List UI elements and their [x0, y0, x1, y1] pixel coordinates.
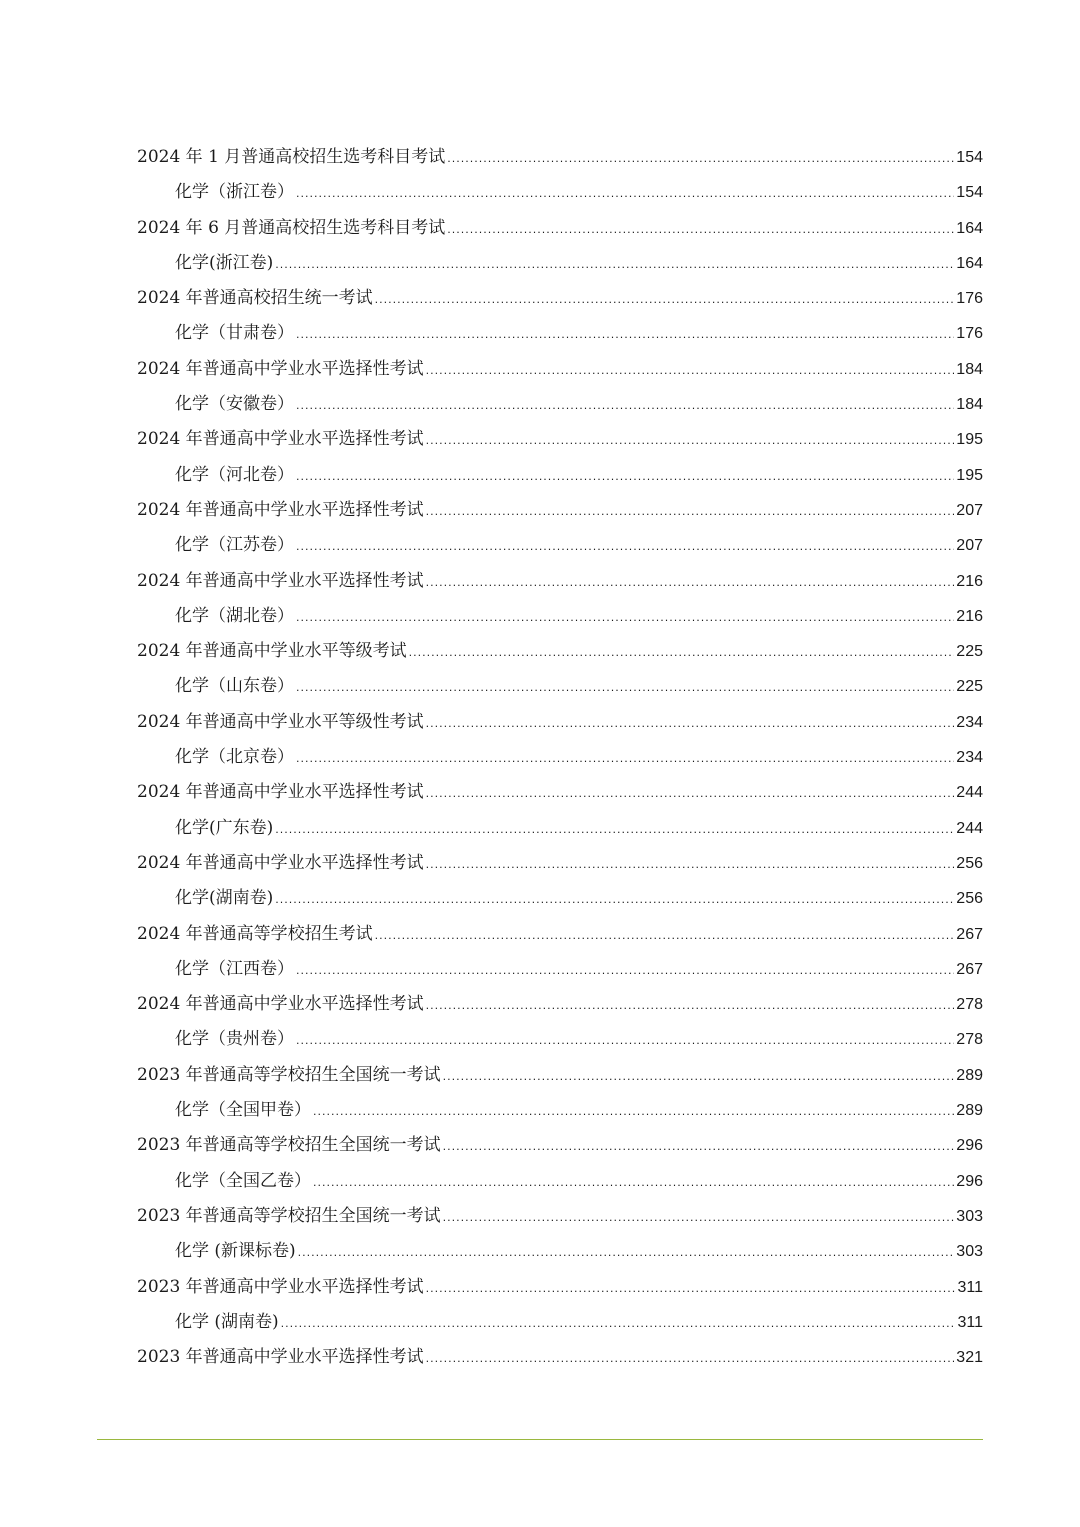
- toc-entry[interactable]: [137, 422, 983, 457]
- toc-subentry[interactable]: [137, 1305, 983, 1340]
- dot-leader: [426, 494, 955, 529]
- dot-leader: [275, 812, 954, 847]
- dot-leader: [298, 1235, 955, 1270]
- toc-page-number: 176: [956, 290, 983, 308]
- toc-subentry[interactable]: [137, 811, 983, 846]
- dot-leader: [443, 1200, 955, 1235]
- toc-page-number: 164: [956, 219, 983, 237]
- toc-page-number: 234: [956, 749, 983, 767]
- toc-entry-title: 化学(浙江卷): [175, 252, 274, 273]
- toc-page-number: 278: [956, 1031, 983, 1049]
- toc-entry-title: 化学（山东卷）: [175, 676, 294, 697]
- toc-entry[interactable]: [137, 493, 983, 528]
- dot-leader: [447, 141, 954, 176]
- toc-entry-title: 2024 年普通高中学业水平选择性考试: [137, 570, 424, 591]
- toc-page-number: 207: [956, 501, 983, 519]
- toc-page-number: 289: [956, 1066, 983, 1084]
- toc-entry-title: 2024 年普通高中学业水平选择性考试: [137, 782, 424, 803]
- toc-entry[interactable]: [137, 564, 983, 599]
- footer-rule: [97, 1439, 983, 1440]
- toc-entry[interactable]: [137, 281, 983, 316]
- dot-leader: [426, 776, 955, 811]
- dot-leader: [443, 1129, 955, 1164]
- dot-leader: [296, 670, 954, 705]
- toc-page-number: 303: [956, 1207, 983, 1225]
- toc-subentry[interactable]: [137, 387, 983, 422]
- toc-page-number: 216: [956, 607, 983, 625]
- toc-entry[interactable]: [137, 1340, 983, 1375]
- toc-entry-title: 化学（湖北卷）: [175, 605, 294, 626]
- toc-subentry[interactable]: [137, 1234, 983, 1269]
- toc-entry-title: 2024 年普通高中学业水平选择性考试: [137, 994, 424, 1015]
- toc-entry-title: 2024 年 1 月普通高校招生选考科目考试: [137, 147, 446, 167]
- toc-page-number: 278: [956, 996, 983, 1014]
- dot-leader: [426, 565, 955, 600]
- toc-page-number: 195: [956, 431, 983, 449]
- toc-page-number: 207: [956, 537, 983, 555]
- toc-entry[interactable]: [137, 352, 983, 387]
- toc-entry-title: 化学（江苏卷）: [175, 535, 294, 556]
- dot-leader: [275, 247, 954, 282]
- toc-page-number: 321: [956, 1349, 983, 1367]
- toc-subentry[interactable]: [137, 1022, 983, 1057]
- toc-page-number: 225: [956, 678, 983, 696]
- toc-entry[interactable]: [137, 846, 983, 881]
- toc-entry-title: 2023 年普通高中学业水平选择性考试: [137, 1276, 424, 1297]
- dot-leader: [296, 600, 954, 635]
- toc-page-number: 184: [956, 396, 983, 414]
- toc-entry-title: 2024 年普通高中学业水平选择性考试: [137, 499, 424, 520]
- toc-subentry[interactable]: [137, 528, 983, 563]
- toc-page-number: 296: [956, 1172, 983, 1190]
- toc-subentry[interactable]: [137, 740, 983, 775]
- dot-leader: [447, 212, 954, 247]
- toc-entry-title: 2024 年普通高等学校招生考试: [137, 923, 373, 944]
- toc-entry-title: 化学 (湖南卷): [175, 1311, 279, 1332]
- toc-subentry[interactable]: [137, 1093, 983, 1128]
- dot-leader: [426, 423, 955, 458]
- toc-subentry[interactable]: [137, 316, 983, 351]
- dot-leader: [296, 388, 954, 423]
- toc-entry-title: 化学(湖南卷): [175, 888, 274, 909]
- toc-subentry[interactable]: [137, 952, 983, 987]
- toc-entry-title: 2024 年普通高中学业水平等级性考试: [137, 711, 424, 732]
- toc-entry-title: 化学（甘肃卷）: [175, 323, 294, 344]
- toc-page-number: 244: [956, 784, 983, 802]
- toc-page-number: 154: [956, 149, 983, 166]
- toc-entry-title: 化学（安徽卷）: [175, 394, 294, 415]
- toc-entry[interactable]: [137, 705, 983, 740]
- dot-leader: [375, 282, 955, 317]
- toc-page-number: 244: [956, 819, 983, 837]
- dot-leader: [296, 953, 954, 988]
- dot-leader: [426, 1341, 955, 1376]
- dot-leader: [281, 1306, 956, 1341]
- toc-entry[interactable]: [137, 1128, 983, 1163]
- dot-leader: [426, 353, 955, 388]
- toc-page-number: 234: [956, 713, 983, 731]
- toc-subentry[interactable]: [137, 1164, 983, 1199]
- toc-page-number: 225: [956, 643, 983, 661]
- toc-page-number: 154: [956, 184, 983, 202]
- toc-page-number: 164: [956, 254, 983, 272]
- dot-leader: [426, 988, 955, 1023]
- toc-entry-title: 化学（江西卷）: [175, 958, 294, 979]
- toc-entry[interactable]: [137, 1058, 983, 1093]
- toc-page-number: 176: [956, 325, 983, 343]
- toc-entry-title: 化学(广东卷): [175, 817, 274, 838]
- dot-leader: [409, 635, 955, 670]
- dot-leader: [296, 176, 954, 211]
- dot-leader: [375, 918, 955, 953]
- toc-entry-title: 2024 年普通高中学业水平选择性考试: [137, 852, 424, 873]
- toc-page-number: 311: [957, 1278, 983, 1296]
- toc-entry[interactable]: [137, 987, 983, 1022]
- toc-subentry[interactable]: [137, 669, 983, 704]
- toc-entry-title: 2024 年 6 月普通高校招生选考科目考试: [137, 217, 446, 238]
- toc-entry-title: 化学（北京卷）: [175, 747, 294, 768]
- dot-leader: [275, 882, 954, 917]
- toc-page-number: 256: [956, 854, 983, 872]
- toc-page-number: 303: [956, 1243, 983, 1261]
- dot-leader: [313, 1094, 954, 1129]
- toc-entry-title: 2024 年普通高中学业水平选择性考试: [137, 358, 424, 379]
- toc-entry-title: 化学（全国甲卷）: [175, 1100, 311, 1121]
- toc-entry-title: 化学（贵州卷）: [175, 1029, 294, 1050]
- toc-entry-title: 2024 年普通高校招生统一考试: [137, 288, 373, 309]
- toc-entry[interactable]: [137, 917, 983, 952]
- dot-leader: [313, 1165, 954, 1200]
- toc-entry-title: 2023 年普通高等学校招生全国统一考试: [137, 1205, 441, 1226]
- dot-leader: [296, 1023, 954, 1058]
- toc-page-number: 311: [957, 1313, 983, 1331]
- toc-page-number: 256: [956, 890, 983, 908]
- dot-leader: [426, 847, 955, 882]
- toc-entry[interactable]: [137, 140, 983, 175]
- toc-entry-title: 2024 年普通高中学业水平选择性考试: [137, 429, 424, 450]
- toc-page-number: 267: [956, 925, 983, 943]
- toc-page-number: 289: [956, 1102, 983, 1120]
- toc-page-number: 184: [956, 360, 983, 378]
- dot-leader: [296, 459, 954, 494]
- toc-entry-title: 2023 年普通高等学校招生全国统一考试: [137, 1064, 441, 1085]
- toc-entry-title: 化学（全国乙卷）: [175, 1170, 311, 1191]
- toc-entry-title: 2024 年普通高中学业水平等级考试: [137, 641, 407, 662]
- toc-subentry[interactable]: [137, 881, 983, 916]
- toc-entry[interactable]: [137, 634, 983, 669]
- toc-subentry[interactable]: [137, 458, 983, 493]
- table-of-contents: [137, 140, 983, 1375]
- toc-subentry[interactable]: [137, 175, 983, 210]
- toc-entry-title: 化学 (新课标卷): [175, 1241, 296, 1262]
- toc-entry[interactable]: [137, 1270, 983, 1305]
- toc-subentry[interactable]: [137, 599, 983, 634]
- toc-page-number: 296: [956, 1137, 983, 1155]
- toc-entry-title: 2023 年普通高中学业水平选择性考试: [137, 1347, 424, 1368]
- toc-entry-title: 2023 年普通高等学校招生全国统一考试: [137, 1135, 441, 1156]
- toc-entry-title: 化学（河北卷）: [175, 464, 294, 485]
- toc-entry[interactable]: [137, 211, 983, 246]
- toc-page-number: 216: [956, 572, 983, 590]
- toc-subentry[interactable]: [137, 246, 983, 281]
- dot-leader: [426, 1271, 956, 1306]
- toc-entry[interactable]: [137, 775, 983, 810]
- toc-entry[interactable]: [137, 1199, 983, 1234]
- toc-page-number: 195: [956, 466, 983, 484]
- dot-leader: [296, 741, 954, 776]
- dot-leader: [426, 706, 955, 741]
- dot-leader: [296, 529, 954, 564]
- dot-leader: [443, 1059, 955, 1094]
- toc-page-number: 267: [956, 960, 983, 978]
- toc-entry-title: 化学（浙江卷）: [175, 182, 294, 203]
- dot-leader: [296, 317, 954, 352]
